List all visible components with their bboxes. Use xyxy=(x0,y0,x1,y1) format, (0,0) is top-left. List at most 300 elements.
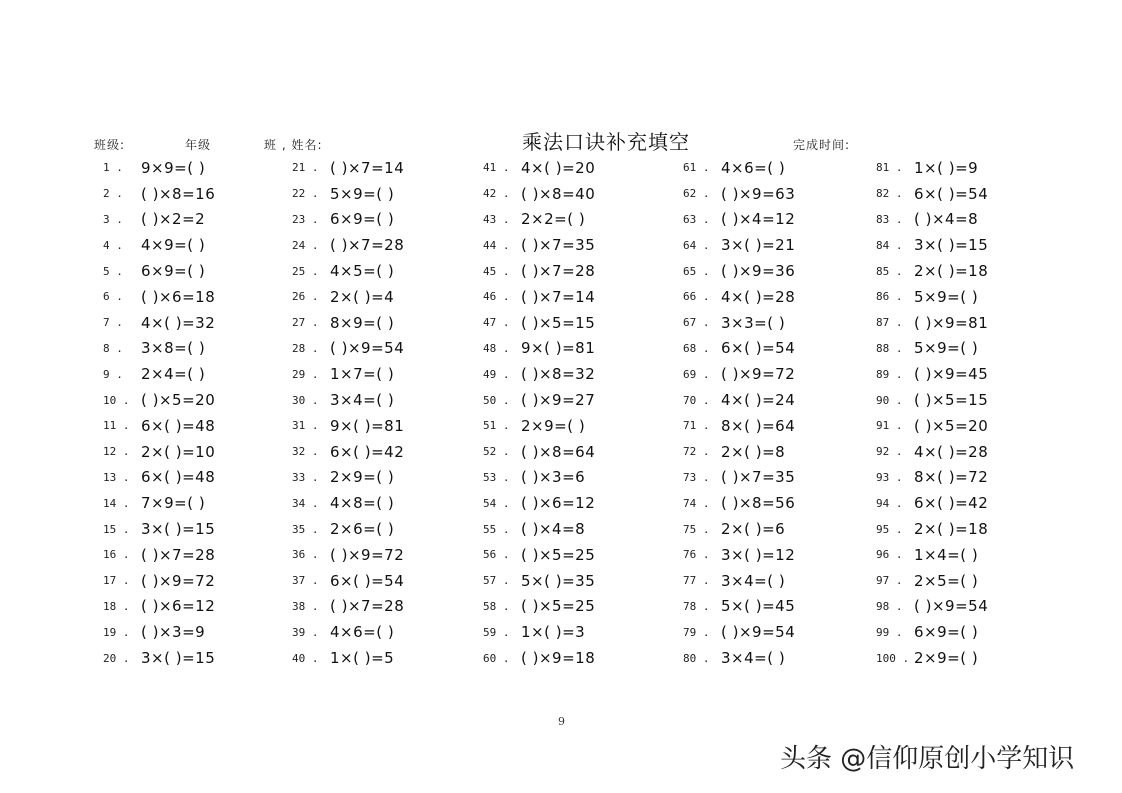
problem-number: 81 . xyxy=(876,161,903,175)
problem-equation: ( )×5=15 xyxy=(914,391,989,410)
problem-equation: ( )×9=72 xyxy=(141,571,216,590)
problem-equation: 3×( )=15 xyxy=(141,649,216,668)
problem-item xyxy=(292,336,477,362)
problem-equation: 5×9=( ) xyxy=(914,339,979,358)
problem-item xyxy=(103,310,288,336)
problem-item xyxy=(683,490,868,516)
problem-number: 26 . xyxy=(292,290,319,304)
problem-column xyxy=(103,155,288,671)
grade-label: 年级 xyxy=(185,138,212,152)
problem-item xyxy=(876,645,1061,671)
problem-equation: ( )×5=20 xyxy=(914,416,989,435)
problem-item xyxy=(483,516,668,542)
problem-number: 73 . xyxy=(683,470,710,484)
problem-equation: ( )×9=18 xyxy=(521,649,596,668)
problem-equation: 1×7=( ) xyxy=(330,365,395,384)
problem-equation: ( )×3=9 xyxy=(141,623,206,642)
problem-equation: ( )×8=56 xyxy=(721,494,796,513)
problem-number: 61 . xyxy=(683,161,710,175)
problem-item xyxy=(103,336,288,362)
problem-item xyxy=(876,284,1061,310)
problem-equation: 4×( )=28 xyxy=(914,442,989,461)
problem-equation: 2×4=( ) xyxy=(141,365,206,384)
problem-item xyxy=(876,387,1061,413)
problem-item xyxy=(292,490,477,516)
problem-equation: 5×9=( ) xyxy=(914,287,979,306)
problem-equation: 3×( )=12 xyxy=(721,545,796,564)
problem-item xyxy=(876,181,1061,207)
problem-item xyxy=(683,361,868,387)
problem-number: 11 . xyxy=(103,419,130,433)
problem-equation: 3×( )=15 xyxy=(141,520,216,539)
problem-item xyxy=(103,181,288,207)
problem-item xyxy=(683,439,868,465)
problem-number: 78 . xyxy=(683,599,710,613)
problem-item xyxy=(876,516,1061,542)
problem-number: 10 . xyxy=(103,393,130,407)
problem-number: 28 . xyxy=(292,341,319,355)
problem-item xyxy=(483,258,668,284)
problem-item xyxy=(103,387,288,413)
problem-equation: ( )×9=81 xyxy=(914,313,989,332)
problem-number: 56 . xyxy=(483,548,510,562)
problem-item xyxy=(103,619,288,645)
problem-equation: ( )×5=15 xyxy=(521,313,596,332)
problem-equation: 2×( )=4 xyxy=(330,287,395,306)
problem-item xyxy=(483,387,668,413)
problem-equation: 9×9=( ) xyxy=(141,158,206,177)
problem-equation: ( )×9=54 xyxy=(721,623,796,642)
problem-item xyxy=(292,619,477,645)
problem-item xyxy=(292,361,477,387)
problem-equation: 3×8=( ) xyxy=(141,339,206,358)
problem-number: 19 . xyxy=(103,625,130,639)
problem-equation: 6×( )=54 xyxy=(330,571,405,590)
problem-number: 49 . xyxy=(483,367,510,381)
problem-equation: 8×( )=72 xyxy=(914,468,989,487)
problem-number: 77 . xyxy=(683,574,710,588)
problem-item xyxy=(103,284,288,310)
problem-equation: ( )×5=20 xyxy=(141,391,216,410)
problem-number: 65 . xyxy=(683,264,710,278)
problem-item xyxy=(483,568,668,594)
problem-number: 52 . xyxy=(483,445,510,459)
problem-item xyxy=(292,413,477,439)
problem-number: 93 . xyxy=(876,470,903,484)
problem-equation: ( )×5=25 xyxy=(521,597,596,616)
problem-item xyxy=(103,645,288,671)
problem-equation: ( )×6=18 xyxy=(141,287,216,306)
problem-item xyxy=(103,232,288,258)
problem-number: 16 . xyxy=(103,548,130,562)
problem-number: 17 . xyxy=(103,574,130,588)
problem-equation: ( )×7=28 xyxy=(330,597,405,616)
problem-number: 4 . xyxy=(103,238,123,252)
problem-number: 98 . xyxy=(876,599,903,613)
problem-equation: ( )×9=72 xyxy=(330,545,405,564)
problem-equation: 4×( )=24 xyxy=(721,391,796,410)
problem-item xyxy=(483,207,668,233)
problem-number: 86 . xyxy=(876,290,903,304)
problem-item xyxy=(483,310,668,336)
problem-equation: 2×( )=6 xyxy=(721,520,786,539)
problem-equation: ( )×7=28 xyxy=(330,236,405,255)
problem-equation: 1×( )=3 xyxy=(521,623,586,642)
problem-column xyxy=(683,155,868,671)
problem-number: 30 . xyxy=(292,393,319,407)
problem-number: 62 . xyxy=(683,187,710,201)
problem-equation: ( )×6=12 xyxy=(521,494,596,513)
problem-item xyxy=(876,619,1061,645)
problem-number: 50 . xyxy=(483,393,510,407)
problem-item xyxy=(876,361,1061,387)
problem-equation: 6×( )=54 xyxy=(721,339,796,358)
problem-number: 68 . xyxy=(683,341,710,355)
problem-item xyxy=(483,361,668,387)
problem-number: 53 . xyxy=(483,470,510,484)
problem-number: 37 . xyxy=(292,574,319,588)
problem-number: 41 . xyxy=(483,161,510,175)
problem-item xyxy=(292,207,477,233)
problem-number: 76 . xyxy=(683,548,710,562)
problem-equation: 3×4=( ) xyxy=(721,649,786,668)
problem-number: 15 . xyxy=(103,522,130,536)
problem-number: 59 . xyxy=(483,625,510,639)
problem-number: 80 . xyxy=(683,651,710,665)
problem-item xyxy=(876,258,1061,284)
problem-item xyxy=(483,619,668,645)
problem-item xyxy=(876,232,1061,258)
problem-equation: 2×9=( ) xyxy=(330,468,395,487)
problem-item xyxy=(683,619,868,645)
problem-equation: 3×4=( ) xyxy=(330,391,395,410)
problem-equation: ( )×7=35 xyxy=(521,236,596,255)
problem-number: 100 . xyxy=(876,651,910,665)
problem-item xyxy=(103,594,288,620)
problem-item xyxy=(292,284,477,310)
problem-item xyxy=(292,568,477,594)
problem-number: 69 . xyxy=(683,367,710,381)
problem-equation: 5×( )=45 xyxy=(721,597,796,616)
problem-equation: ( )×9=72 xyxy=(721,365,796,384)
problem-item xyxy=(683,258,868,284)
problem-number: 54 . xyxy=(483,496,510,510)
problem-item xyxy=(292,645,477,671)
problem-equation: ( )×5=25 xyxy=(521,545,596,564)
problem-number: 25 . xyxy=(292,264,319,278)
problem-number: 91 . xyxy=(876,419,903,433)
problem-number: 60 . xyxy=(483,651,510,665)
problem-item xyxy=(292,258,477,284)
problem-number: 39 . xyxy=(292,625,319,639)
worksheet-title: 乘法口诀补充填空 xyxy=(522,130,690,154)
problem-equation: 6×( )=54 xyxy=(914,184,989,203)
problem-number: 82 . xyxy=(876,187,903,201)
problem-number: 58 . xyxy=(483,599,510,613)
problem-item xyxy=(683,645,868,671)
problem-number: 22 . xyxy=(292,187,319,201)
problem-item xyxy=(876,439,1061,465)
problem-equation: ( )×9=36 xyxy=(721,262,796,281)
problem-item xyxy=(683,568,868,594)
problem-item xyxy=(103,542,288,568)
problem-item xyxy=(683,336,868,362)
problem-item xyxy=(103,155,288,181)
problem-item xyxy=(103,361,288,387)
problem-number: 45 . xyxy=(483,264,510,278)
problem-equation: ( )×6=12 xyxy=(141,597,216,616)
watermark-text: 头条 @信仰原创小学知识 xyxy=(780,744,1075,774)
problem-item xyxy=(292,516,477,542)
problem-number: 95 . xyxy=(876,522,903,536)
problem-equation: ( )×7=35 xyxy=(721,468,796,487)
page-number: 9 xyxy=(558,715,565,728)
problem-item xyxy=(683,232,868,258)
problem-item xyxy=(683,387,868,413)
problem-equation: ( )×8=16 xyxy=(141,184,216,203)
problem-equation: 7×9=( ) xyxy=(141,494,206,513)
problem-equation: 4×6=( ) xyxy=(721,158,786,177)
problem-item xyxy=(683,465,868,491)
problem-equation: ( )×8=40 xyxy=(521,184,596,203)
problem-number: 24 . xyxy=(292,238,319,252)
problem-item xyxy=(876,490,1061,516)
problem-number: 32 . xyxy=(292,445,319,459)
problem-number: 84 . xyxy=(876,238,903,252)
problem-equation: ( )×2=2 xyxy=(141,210,206,229)
problem-equation: 2×( )=8 xyxy=(721,442,786,461)
problem-equation: 1×( )=9 xyxy=(914,158,979,177)
problem-equation: 6×9=( ) xyxy=(914,623,979,642)
problem-item xyxy=(876,594,1061,620)
problem-item xyxy=(683,181,868,207)
problem-number: 71 . xyxy=(683,419,710,433)
problem-equation: ( )×7=14 xyxy=(521,287,596,306)
problem-equation: ( )×9=54 xyxy=(330,339,405,358)
problem-number: 44 . xyxy=(483,238,510,252)
problem-item xyxy=(483,645,668,671)
problem-number: 42 . xyxy=(483,187,510,201)
problem-item xyxy=(683,284,868,310)
class-label: 班级: xyxy=(94,138,126,152)
problem-equation: 6×( )=48 xyxy=(141,416,216,435)
problem-item xyxy=(103,258,288,284)
problem-number: 14 . xyxy=(103,496,130,510)
problem-item xyxy=(103,490,288,516)
problem-equation: 6×9=( ) xyxy=(141,262,206,281)
problem-equation: 1×( )=5 xyxy=(330,649,395,668)
problem-number: 88 . xyxy=(876,341,903,355)
problem-equation: ( )×9=54 xyxy=(914,597,989,616)
problem-number: 6 . xyxy=(103,290,123,304)
problem-equation: 6×( )=48 xyxy=(141,468,216,487)
problem-number: 13 . xyxy=(103,470,130,484)
problem-number: 36 . xyxy=(292,548,319,562)
problem-item xyxy=(103,439,288,465)
problem-item xyxy=(876,413,1061,439)
completion-time-label: 完成时间: xyxy=(793,138,851,152)
problem-item xyxy=(292,439,477,465)
problem-item xyxy=(103,207,288,233)
problem-equation: 4×6=( ) xyxy=(330,623,395,642)
problem-equation: 4×( )=32 xyxy=(141,313,216,332)
problem-equation: 3×( )=15 xyxy=(914,236,989,255)
problem-number: 67 . xyxy=(683,316,710,330)
problem-item xyxy=(292,387,477,413)
problem-number: 35 . xyxy=(292,522,319,536)
problem-number: 94 . xyxy=(876,496,903,510)
problem-number: 1 . xyxy=(103,161,123,175)
problem-number: 72 . xyxy=(683,445,710,459)
problem-equation: ( )×9=63 xyxy=(721,184,796,203)
problem-item xyxy=(683,594,868,620)
problem-equation: 2×6=( ) xyxy=(330,520,395,539)
problem-item xyxy=(103,413,288,439)
problem-number: 96 . xyxy=(876,548,903,562)
problem-item xyxy=(483,284,668,310)
problem-item xyxy=(483,181,668,207)
problem-number: 70 . xyxy=(683,393,710,407)
problem-number: 90 . xyxy=(876,393,903,407)
problem-equation: 3×3=( ) xyxy=(721,313,786,332)
problem-equation: ( )×4=8 xyxy=(521,520,586,539)
problem-number: 74 . xyxy=(683,496,710,510)
problem-equation: 2×9=( ) xyxy=(914,649,979,668)
problem-equation: 3×( )=21 xyxy=(721,236,796,255)
problem-equation: 4×5=( ) xyxy=(330,262,395,281)
problem-equation: 2×( )=18 xyxy=(914,520,989,539)
problem-item xyxy=(292,232,477,258)
problem-item xyxy=(876,207,1061,233)
problem-equation: 4×( )=20 xyxy=(521,158,596,177)
problem-equation: 6×9=( ) xyxy=(330,210,395,229)
problem-item xyxy=(292,181,477,207)
problem-number: 12 . xyxy=(103,445,130,459)
problem-number: 18 . xyxy=(103,599,130,613)
problem-equation: 4×8=( ) xyxy=(330,494,395,513)
problem-item xyxy=(483,542,668,568)
problem-item xyxy=(483,465,668,491)
problem-number: 87 . xyxy=(876,316,903,330)
problem-number: 51 . xyxy=(483,419,510,433)
problem-number: 9 . xyxy=(103,367,123,381)
problem-equation: 2×( )=18 xyxy=(914,262,989,281)
problem-number: 85 . xyxy=(876,264,903,278)
problem-item xyxy=(483,490,668,516)
problem-column xyxy=(483,155,668,671)
problem-number: 66 . xyxy=(683,290,710,304)
problem-number: 27 . xyxy=(292,316,319,330)
problem-equation: 9×( )=81 xyxy=(330,416,405,435)
problem-equation: 8×( )=64 xyxy=(721,416,796,435)
problem-item xyxy=(483,594,668,620)
problem-equation: 6×( )=42 xyxy=(914,494,989,513)
problem-item xyxy=(292,310,477,336)
problem-item xyxy=(876,155,1061,181)
problem-item xyxy=(483,413,668,439)
problem-number: 5 . xyxy=(103,264,123,278)
problem-number: 83 . xyxy=(876,212,903,226)
problem-item xyxy=(292,542,477,568)
problem-item xyxy=(683,516,868,542)
problem-number: 8 . xyxy=(103,341,123,355)
problem-equation: ( )×9=27 xyxy=(521,391,596,410)
name-label: 班 , 姓名: xyxy=(264,138,323,152)
problem-item xyxy=(683,207,868,233)
problem-equation: 3×4=( ) xyxy=(721,571,786,590)
problem-number: 89 . xyxy=(876,367,903,381)
problem-equation: ( )×4=12 xyxy=(721,210,796,229)
problem-equation: 5×( )=35 xyxy=(521,571,596,590)
problem-number: 48 . xyxy=(483,341,510,355)
problem-item xyxy=(876,465,1061,491)
problem-equation: 2×( )=10 xyxy=(141,442,216,461)
problem-item xyxy=(103,568,288,594)
problem-item xyxy=(103,465,288,491)
problem-number: 20 . xyxy=(103,651,130,665)
problem-number: 46 . xyxy=(483,290,510,304)
problem-item xyxy=(483,232,668,258)
problem-equation: ( )×9=45 xyxy=(914,365,989,384)
problem-number: 75 . xyxy=(683,522,710,536)
problem-item xyxy=(292,594,477,620)
problem-equation: ( )×8=64 xyxy=(521,442,596,461)
problem-item xyxy=(292,465,477,491)
problem-equation: ( )×7=14 xyxy=(330,158,405,177)
problem-number: 23 . xyxy=(292,212,319,226)
problem-item xyxy=(683,413,868,439)
problem-equation: 4×( )=28 xyxy=(721,287,796,306)
problem-equation: 2×9=( ) xyxy=(521,416,586,435)
problem-item xyxy=(292,155,477,181)
problem-number: 97 . xyxy=(876,574,903,588)
problem-equation: 2×5=( ) xyxy=(914,571,979,590)
problem-item xyxy=(683,155,868,181)
problem-equation: 6×( )=42 xyxy=(330,442,405,461)
problem-number: 40 . xyxy=(292,651,319,665)
problem-item xyxy=(876,336,1061,362)
problem-equation: 2×2=( ) xyxy=(521,210,586,229)
problem-number: 31 . xyxy=(292,419,319,433)
problem-number: 55 . xyxy=(483,522,510,536)
problem-equation: ( )×7=28 xyxy=(141,545,216,564)
problem-number: 33 . xyxy=(292,470,319,484)
problem-item xyxy=(876,568,1061,594)
problem-column xyxy=(876,155,1061,671)
problem-item xyxy=(483,336,668,362)
problem-number: 2 . xyxy=(103,187,123,201)
problem-equation: ( )×3=6 xyxy=(521,468,586,487)
problem-number: 3 . xyxy=(103,212,123,226)
problem-item xyxy=(483,439,668,465)
problem-number: 21 . xyxy=(292,161,319,175)
problem-item xyxy=(483,155,668,181)
problem-number: 63 . xyxy=(683,212,710,226)
problem-number: 57 . xyxy=(483,574,510,588)
problem-equation: 5×9=( ) xyxy=(330,184,395,203)
problem-equation: ( )×4=8 xyxy=(914,210,979,229)
problem-number: 79 . xyxy=(683,625,710,639)
problem-item xyxy=(683,542,868,568)
problem-item xyxy=(876,542,1061,568)
problem-number: 99 . xyxy=(876,625,903,639)
problem-number: 7 . xyxy=(103,316,123,330)
problem-number: 29 . xyxy=(292,367,319,381)
problem-column xyxy=(292,155,477,671)
problem-number: 38 . xyxy=(292,599,319,613)
problem-number: 47 . xyxy=(483,316,510,330)
problem-number: 34 . xyxy=(292,496,319,510)
